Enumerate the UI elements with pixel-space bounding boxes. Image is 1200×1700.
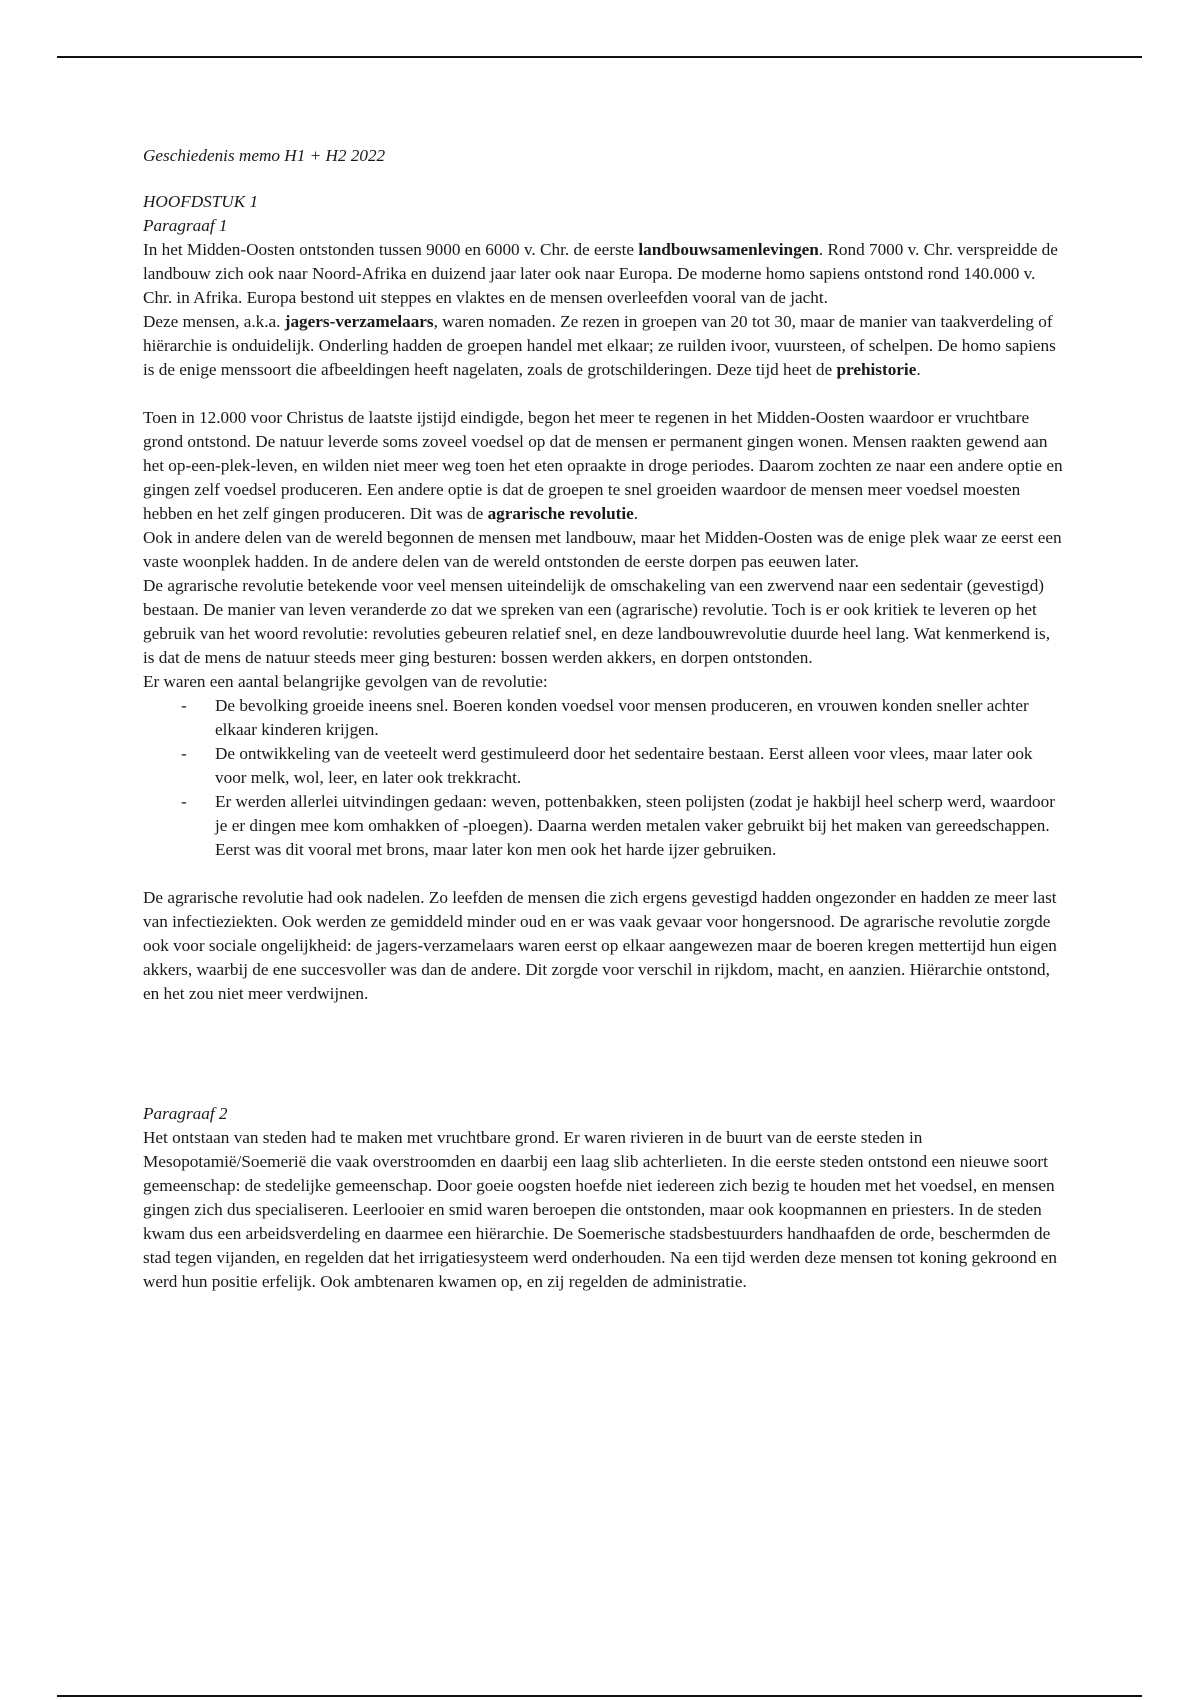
section-heading-1: Paragraaf 1 [143, 216, 228, 235]
paragraph-7: De agrarische revolutie had ook nadelen. Zo leefden de mensen die zich ergens gevestigd hadden ongezonder en hadden ze meer last van infectieziekten. Ook werden ze gemiddeld minder oud en er was vaak gevaar voor hongersnood. De agrarische revolutie zorgde ook voor sociale ongelijkheid: de jagers-verzamelaars waren eerst op elkaar aangewezen maar de boeren kregen mettertijd hun eigen akkers, waarbij de ene succesvoller was dan de andere. Dit zorgde voor verschil in rijkdom, macht, en aanzien. Hiërarchie ontstond, en het zou niet meer verdwijnen. [143, 888, 1057, 1003]
consequences-list [143, 694, 1063, 862]
bottom-rule [57, 1695, 1142, 1697]
term-agrarische-revolutie: agrarische revolutie [487, 504, 634, 523]
term-landbouwsamenlevingen: landbouwsamenlevingen [638, 240, 819, 259]
document-body [143, 144, 1063, 1294]
list-item: - De bevolking groeide ineens snel. Boeren konden voedsel voor mensen produceren, en vrouwen konden sneller achter elkaar kinderen krijgen. [181, 696, 1029, 739]
paragraph-4: Ook in andere delen van de wereld begonnen de mensen met landbouw, maar het Midden-Oosten was de enige plek waar ze eerst een vaste woonplek hadden. In de andere delen van de wereld ontstonden de eerste dorpen pas eeuwen later. [143, 528, 1062, 571]
document-title: Geschiedenis memo H1 + H2 2022 [143, 146, 386, 165]
paragraph-5: De agrarische revolutie betekende voor veel mensen uiteindelijk de omschakeling van een zwervend naar een sedentair (gevestigd) bestaan. De manier van leven veranderde zo dat we spreken van een (agrarische) revolutie. Toch is er ook kritiek te leveren op het gebruik van het woord revolutie: revoluties gebeuren relatief snel, en deze landbouwrevolutie duurde heel lang. Wat kenmerkend is, is dat de mens de natuur steeds meer ging besturen: bossen werden akkers, en dorpen ontstonden. [143, 576, 1051, 667]
section-heading-2: Paragraaf 2 [143, 1104, 228, 1123]
list-item: - Er werden allerlei uitvindingen gedaan: weven, pottenbakken, steen polijsten (zodat je hakbijl heel scherp werd, waardoor je er dingen mee kom omhakken of -ploegen). Daarna werden metalen vaker gebruikt bij het maken van gereedschappen. Eerst was dit vooral met brons, maar later kon men ook het harde ijzer gebruiken. [181, 792, 1055, 859]
term-prehistorie: prehistorie [836, 360, 917, 379]
bullet-dash: - [181, 792, 187, 811]
paragraph-8: Het ontstaan van steden had te maken met vruchtbare grond. Er waren rivieren in de buurt van de eerste steden in Mesopotamië/Soemerië die vaak overstroomden en daarbij een laag slib achterlieten. In die eerste steden ontstond een nieuwe soort gemeenschap: de stedelijke gemeenschap. Door goeie oogsten hoefde niet iedereen zich bezig te houden met het voedsel, en mensen gingen zich dus specialiseren. Leerlooier en smid waren beroepen die ontstonden, maar ook koopmannen en priesters. In de steden kwam dus een arbeidsverdeling en daarmee een hiërarchie. De Soemerische stadsbestuurders handhaafden de orde, beschermden de stad tegen vijanden, en regelden dat het irrigatiesysteem werd onderhouden. Na een tijd werden deze mensen tot koning gekroond en werd hun positie erfelijk. Ook ambtenaren kwamen op, en zij regelden de administratie. [143, 1128, 1057, 1291]
paragraph-3: Toen in 12.000 voor Christus de laatste ijstijd eindigde, begon het meer te regenen in het Midden-Oosten waardoor er vruchtbare grond ontstond. De natuur leverde soms zoveel voedsel op dat de mensen er permanent gingen wonen. Mensen raakten gewend aan het op-een-plek-leven, en wilden niet meer weg toen het eten opraakte in droge periodes. Daarom zochten ze naar een andere optie en gingen zelf voedsel produceren. Een andere optie is dat de groepen te snel groeiden waardoor de mensen meer voedsel moesten hebben en het zelf gingen produceren. Dit was de agrarische revolutie. [143, 408, 1063, 523]
paragraph-6: Er waren een aantal belangrijke gevolgen van de revolutie: [143, 672, 548, 691]
bullet-dash: - [181, 696, 187, 715]
paragraph-1: In het Midden-Oosten ontstonden tussen 9000 en 6000 v. Chr. de eerste landbouwsamenlevingen. Rond 7000 v. Chr. verspreidde de landbouw zich ook naar Noord-Afrika en duizend jaar later ook naar Europa. De moderne homo sapiens ontstond rond 140.000 v. Chr. in Afrika. Europa bestond uit steppes en vlaktes en de mensen overleefden vooral van de jacht. [143, 240, 1058, 307]
term-jagers-verzamelaars: jagers-verzamelaars [284, 312, 434, 331]
chapter-heading: HOOFDSTUK 1 [143, 192, 259, 211]
list-item: - De ontwikkeling van de veeteelt werd gestimuleerd door het sedentaire bestaan. Eerst alleen voor vlees, maar later ook voor melk, wol, leer, en later ook trekkracht. [181, 744, 1033, 787]
bullet-dash: - [181, 744, 187, 763]
paragraph-2: Deze mensen, a.k.a. jagers-verzamelaars, waren nomaden. Ze rezen in groepen van 20 tot 30, maar de manier van taakverdeling of hiërarchie is onduidelijk. Onderling hadden de groepen handel met elkaar; ze ruilden ivoor, vuursteen, of schelpen. De homo sapiens is de enige menssoort die afbeeldingen heeft nagelaten, zoals de grotschilderingen. Deze tijd heet de prehistorie. [143, 312, 1056, 379]
top-rule [57, 56, 1142, 58]
